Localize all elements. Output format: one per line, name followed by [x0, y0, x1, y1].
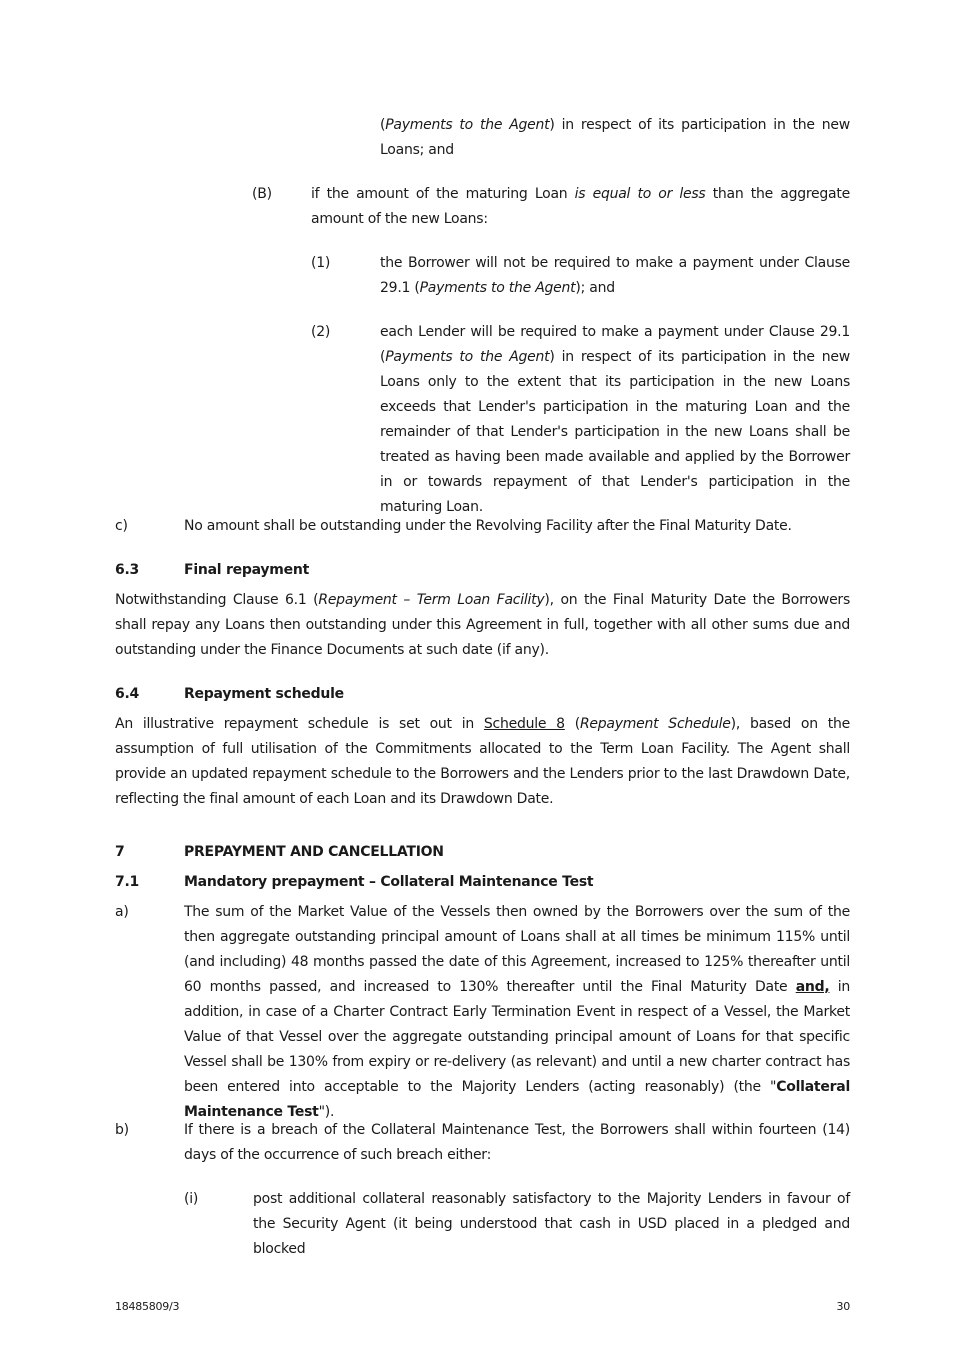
- page-number: 30: [836, 1300, 850, 1313]
- section-number: 7.1: [115, 874, 140, 890]
- clause-label: (1): [311, 255, 331, 271]
- section-heading: PREPAYMENT AND CANCELLATION: [184, 844, 444, 860]
- clause-paragraph: post additional collateral reasonably satisfactory to the Majority Lenders in favour of the Security Agent (it being understood that cash in USD placed in a pledged and blocked: [253, 1191, 850, 1257]
- clause-label: (i): [184, 1191, 199, 1207]
- clause-paragraph: if the amount of the maturing Loan is equal to or less than the aggregate amount of the new Loans:: [311, 186, 850, 227]
- clause-label: c): [115, 518, 128, 534]
- section-heading: Final repayment: [184, 562, 310, 578]
- section-number: 6.3: [115, 562, 140, 578]
- clause-label: a): [115, 904, 129, 920]
- schedule-link[interactable]: Schedule 8: [483, 716, 565, 732]
- continuation-paragraph: (Payments to the Agent) in respect of its participation in the new Loans; and: [380, 117, 850, 158]
- clause-label: (B): [252, 186, 272, 202]
- section-number: 6.4: [115, 686, 140, 702]
- section-heading: Repayment schedule: [184, 686, 344, 702]
- clause-label: (2): [311, 324, 331, 340]
- section-heading: Mandatory prepayment – Collateral Maintenance Test: [184, 874, 594, 890]
- clause-paragraph: The sum of the Market Value of the Vessels then owned by the Borrowers over the sum of the then aggregate outstanding principal amount of Loans shall at all times be minimum 115% until (and including) 48 months passed the date of this Agreement, increased to 125% thereafter until 60 months passed, and increased to 130% thereafter until the Final Maturity Date and, in addition, in case of a Charter Contract Early Termination Event in respect of a Vessel, the Market Value of that Vessel over the aggregate outstanding principal amount of Loans for that specific Vessel shall be 130% from expiry or re-delivery (as relevant) and until a new charter contract has been entered into acceptable to the Majority Lenders (acting reasonably) (the "Collateral Maintenance Test").: [184, 904, 851, 1120]
- clause-label: b): [115, 1122, 129, 1138]
- clause-paragraph: If there is a breach of the Collateral Maintenance Test, the Borrowers shall within fourteen (14) days of the occurrence of such breach either:: [184, 1122, 850, 1163]
- section-paragraph: Notwithstanding Clause 6.1 (Repayment – Term Loan Facility), on the Final Maturity Date the Borrowers shall repay any Loans then outstanding under this Agreement in full, together with all other sums due and outstanding under the Finance Documents at such date (if any).: [115, 592, 850, 658]
- clause-paragraph: No amount shall be outstanding under the Revolving Facility after the Final Maturity Date.: [184, 518, 792, 534]
- document-reference: 18485809/3: [115, 1300, 180, 1313]
- clause-paragraph: each Lender will be required to make a payment under Clause 29.1 (Payments to the Agent) in respect of its participation in the new Loans only to the extent that its participation in the new Loans exceeds that Lender's participation in the maturing Loan and the remainder of that Lender's participation in the new Loans shall be treated as having been made available and applied by the Borrower in or towards repayment of that Lender's participation in the maturing Loan.: [380, 324, 850, 515]
- section-paragraph: An illustrative repayment schedule is set out in Schedule 8 (Repayment Schedule), based on the assumption of full utilisation of the Commitments allocated to the Term Loan Facility. The Agent shall provide an updated repayment schedule to the Borrowers and the Lenders prior to the last Drawdown Date, reflecting the final amount of each Loan and its Drawdown Date.: [115, 716, 850, 807]
- section-number: 7: [115, 844, 125, 860]
- clause-paragraph: the Borrower will not be required to make a payment under Clause 29.1 (Payments to the Agent); and: [380, 255, 850, 296]
